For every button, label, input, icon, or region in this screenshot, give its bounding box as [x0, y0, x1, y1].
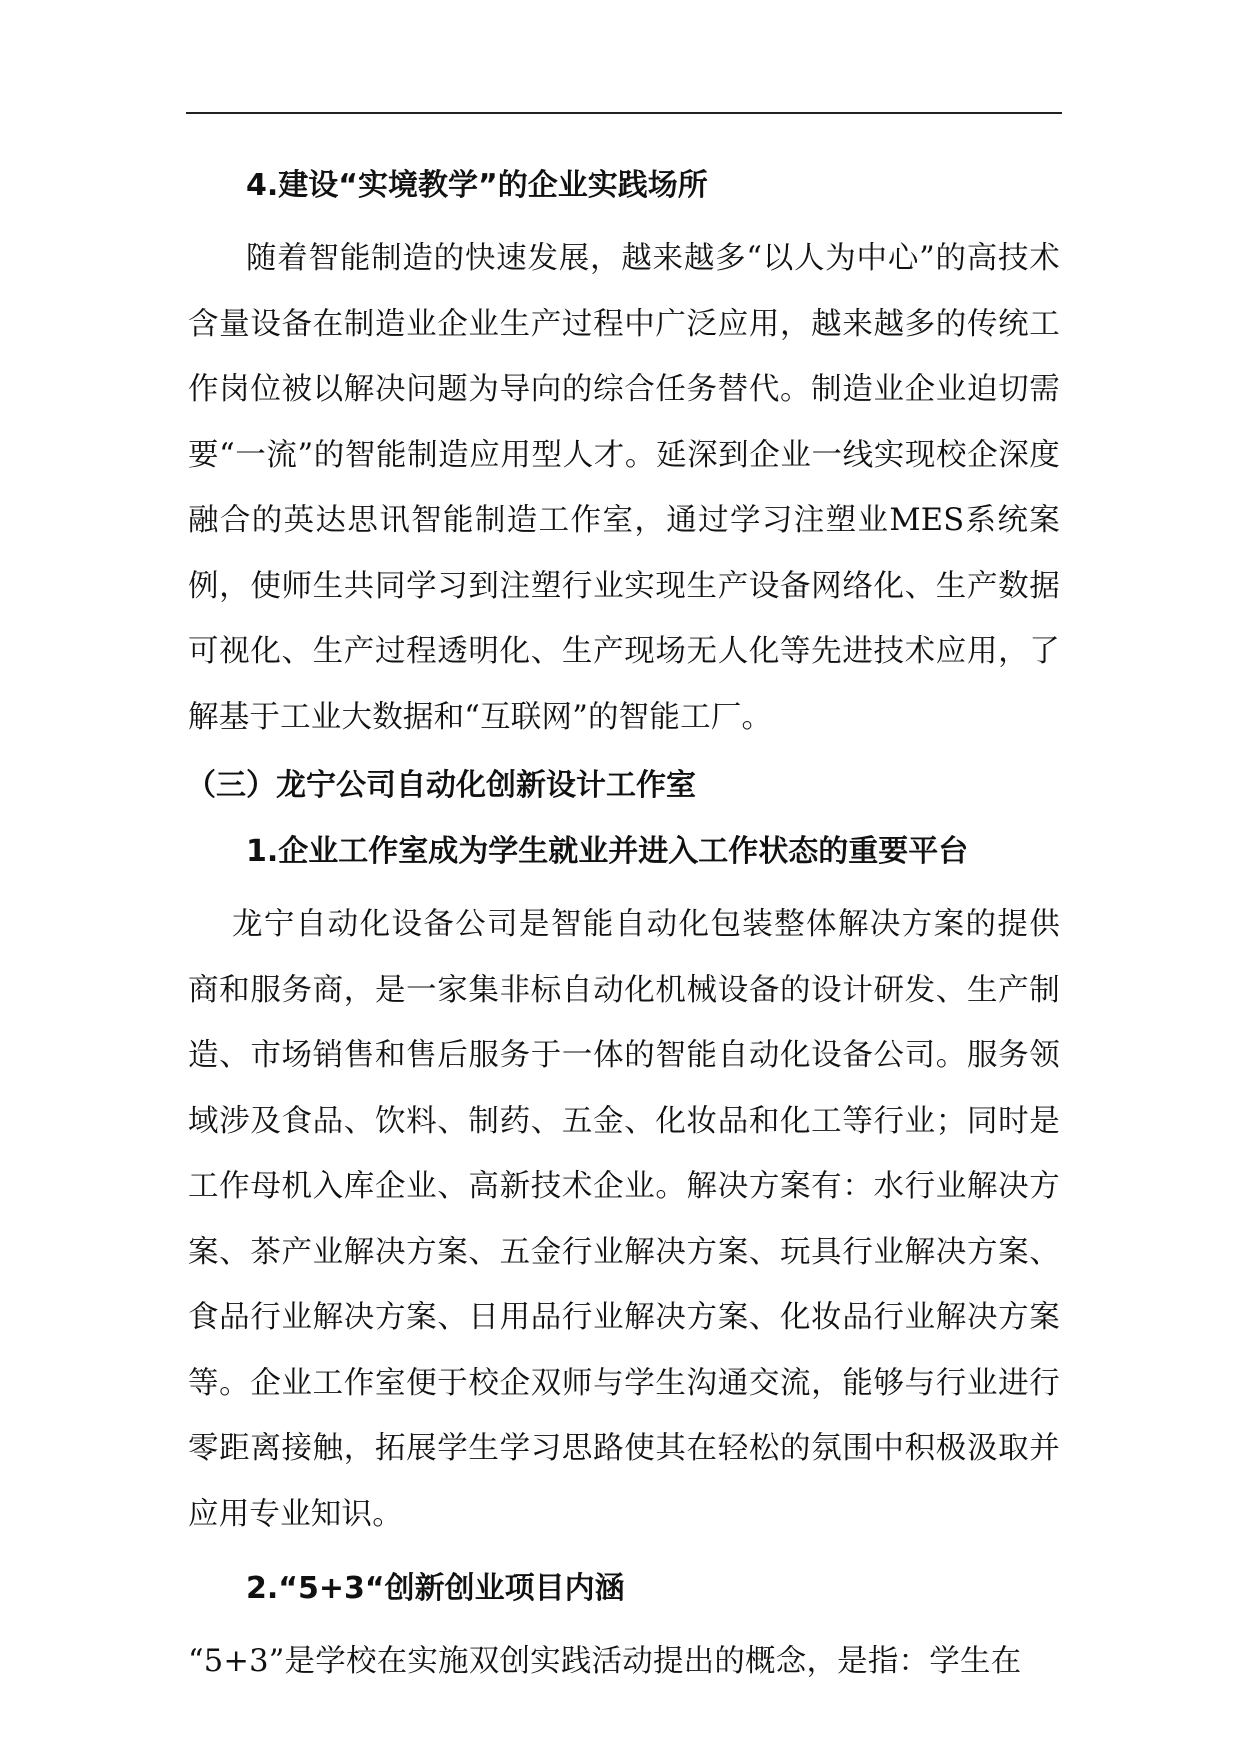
document-body [188, 150, 1060, 1695]
subsection-heading-2: 2.“5+3“创新创业项目内涵 [246, 1571, 625, 1606]
paragraph-smart-manufacturing: 随着智能制造的快速发展，越来越多“以人为中心”的高技术含量设备在制造业企业生产过程中广泛应用，越来越多的传统工作岗位被以解决问题为导向的综合任务替代。制造业企业迫切需要“一流”的智能制造应用型人才。延深到企业一线实现校企深度融合的英达思讯智能制造工作室，通过学习注塑业MES系统案例，使师生共同学习到注塑行业实现生产设备网络化、生产数据可视化、生产过程透明化、生产现场无人化等先进技术应用，了解基于工业大数据和“互联网”的智能工厂。 [188, 241, 1060, 735]
subsection-heading-1: 1.企业工作室成为学生就业并进入工作状态的重要平台 [246, 834, 969, 869]
section-heading-4: 4.建设“实境教学”的企业实践场所 [246, 168, 708, 203]
section-heading-longning-studio: （三）龙宁公司自动化创新设计工作室 [186, 768, 696, 803]
header-rule [186, 112, 1062, 114]
paragraph-longning-company: 龙宁自动化设备公司是智能自动化包装整体解决方案的提供商和服务商，是一家集非标自动化机械设备的设计研发、生产制造、市场销售和售后服务于一体的智能自动化设备公司。服务领域涉及食品、饮料、制药、五金、化妆品和化工等行业；同时是工作母机入库企业、高新技术企业。解决方案有：水行业解决方案、茶产业解决方案、五金行业解决方案、玩具行业解决方案、食品行业解决方案、日用品行业解决方案、化妆品行业解决方案等。企业工作室便于校企双师与学生沟通交流，能够与行业进行零距离接触，拓展学生学习思路使其在轻松的氛围中积极汲取并应用专业知识。 [188, 907, 1060, 1532]
paragraph-5-plus-3: “5+3”是学校在实施双创实践活动提出的概念，是指：学生在 [188, 1644, 1022, 1679]
